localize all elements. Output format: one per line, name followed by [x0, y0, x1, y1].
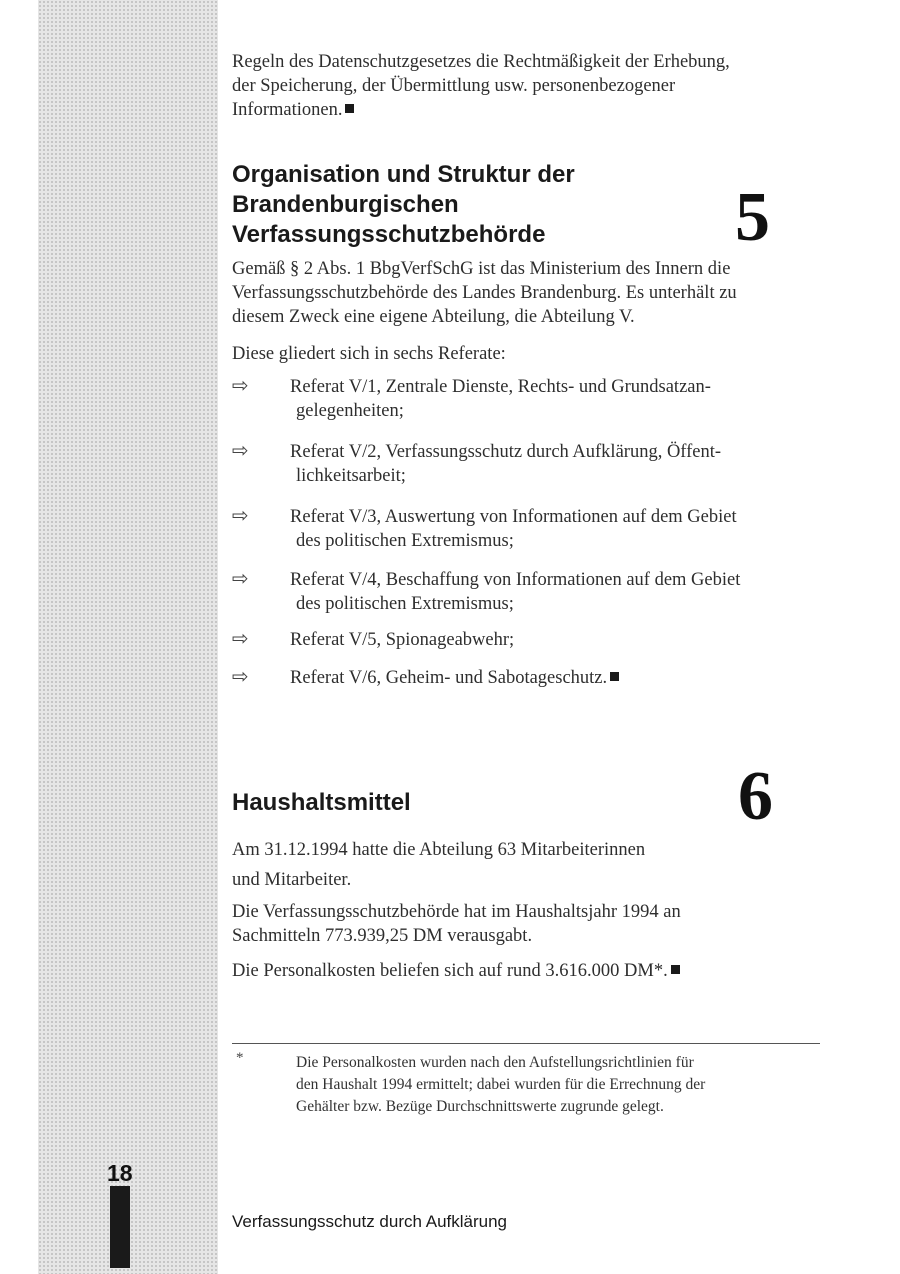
page-number-bar	[110, 1186, 130, 1268]
arrow-right-icon: ⇨	[232, 626, 249, 650]
section-6-heading: Haushaltsmittel	[232, 789, 411, 816]
end-mark	[671, 965, 680, 974]
intro-paragraph: Regeln des Datenschutzgesetzes die Rechtmäßigkeit der Erhebung, der Speicherung, der Übermittlung usw. personenbezogener Informationen.	[232, 52, 730, 120]
section-6-number: 6	[738, 758, 773, 835]
arrow-right-icon: ⇨	[232, 503, 249, 527]
arrow-right-icon: ⇨	[232, 566, 249, 590]
end-mark	[345, 104, 354, 113]
arrow-right-icon: ⇨	[232, 664, 249, 688]
section-5-paragraph-2: Diese gliedert sich in sechs Referate:	[232, 344, 506, 364]
arrow-right-icon: ⇨	[232, 438, 249, 462]
arrow-right-icon: ⇨	[232, 373, 249, 397]
section-6-paragraph-1: Am 31.12.1994 hatte die Abteilung 63 Mitarbeiterinnen und Mitarbeiter.	[232, 840, 646, 890]
footnote-divider	[232, 1043, 820, 1044]
section-6-paragraph-3: Die Personalkosten beliefen sich auf rund 3.616.000 DM*.	[232, 959, 822, 983]
page-margin-strip	[38, 0, 218, 1274]
section-5-heading: Organisation und Struktur der Brandenburgischen Verfassungsschutzbehörde	[232, 161, 575, 248]
footnote-text: Die Personalkosten wurden nach den Aufstellungsrichtlinien für den Haushalt 1994 ermittelt; dabei wurden für die Errechnung der Gehälter bzw. Bezüge Durchschnittswerte zugrunde gelegt.	[296, 1054, 706, 1115]
end-mark	[610, 672, 619, 681]
section-6-paragraph-2: Die Verfassungsschutzbehörde hat im Haushaltsjahr 1994 an Sachmitteln 773.939,25 DM verausgabt.	[232, 902, 681, 946]
running-footer-title: Verfassungsschutz durch Aufklärung	[232, 1212, 507, 1231]
page-number: 18	[107, 1160, 133, 1186]
footnote-marker: *	[236, 1050, 244, 1066]
section-5-paragraph-1: Gemäß § 2 Abs. 1 BbgVerfSchG ist das Ministerium des Innern die Verfassungsschutzbehörde des Landes Brandenburg. Es unterhält zu diesem Zweck eine eigene Abteilung, die Abteilung V.	[232, 259, 737, 327]
section-5-number: 5	[735, 179, 770, 256]
